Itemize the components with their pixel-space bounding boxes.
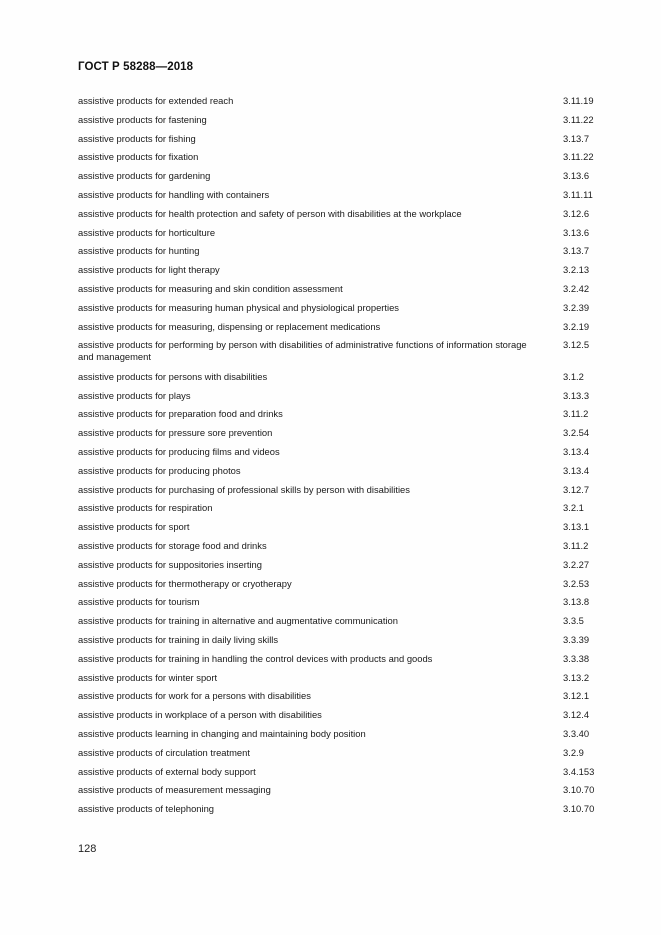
index-entry	[78, 264, 608, 283]
index-term: assistive products for performing by person with disabilities of administrative functions of information storage and management	[78, 339, 527, 363]
index-reference: 3.13.2	[563, 671, 590, 683]
index-term: assistive products for measuring human physical and physiological properties	[78, 301, 399, 313]
index-entry	[78, 408, 608, 427]
index-reference: 3.11.11	[563, 188, 593, 200]
index-reference: 3.1.2	[563, 370, 584, 382]
index-entry	[78, 339, 608, 371]
index-term: assistive products for plays	[78, 389, 191, 401]
index-entry	[78, 615, 608, 634]
index-entry	[78, 803, 608, 822]
index-entry	[78, 170, 608, 189]
index-term: assistive products for fastening	[78, 113, 207, 125]
index-entry	[78, 302, 608, 321]
index-entry	[78, 245, 608, 264]
index-reference: 3.3.5	[563, 615, 584, 627]
index-entry	[78, 672, 608, 691]
index-reference: 3.11.2	[563, 408, 589, 420]
index-reference: 3.12.1	[563, 690, 590, 702]
index-term: assistive products for suppositories inserting	[78, 558, 262, 570]
index-reference: 3.12.6	[563, 207, 590, 219]
index-term: assistive products for work for a persons with disabilities	[78, 690, 311, 702]
index-entry	[78, 540, 608, 559]
index-reference: 3.2.27	[563, 558, 590, 570]
index-list	[78, 95, 608, 822]
index-reference: 3.13.7	[563, 132, 590, 144]
index-term: assistive products for purchasing of professional skills by person with disabilities	[78, 483, 410, 495]
index-term: assistive products of telephoning	[78, 803, 215, 815]
index-entry	[78, 427, 608, 446]
index-reference: 3.2.1	[563, 502, 584, 514]
index-reference: 3.13.4	[563, 446, 590, 458]
index-entry	[78, 95, 608, 114]
index-term: assistive products for hunting	[78, 245, 200, 257]
index-reference: 3.13.1	[563, 521, 590, 533]
index-reference: 3.13.7	[563, 245, 590, 257]
index-entry	[78, 390, 608, 409]
index-term: assistive products for persons with disabilities	[78, 370, 268, 382]
index-entry	[78, 446, 608, 465]
index-reference: 3.2.19	[563, 320, 590, 332]
index-entry	[78, 484, 608, 503]
index-reference: 3.3.40	[563, 728, 590, 739]
index-reference: 3.12.4	[563, 709, 590, 721]
index-term: assistive products for extended reach	[78, 95, 234, 106]
index-entry	[78, 747, 608, 766]
index-term: assistive products for training in daily living skills	[78, 634, 279, 646]
index-entry	[78, 321, 608, 340]
index-term: assistive products of circulation treatment	[78, 746, 250, 758]
index-entry	[78, 559, 608, 578]
page-number: 128	[78, 843, 97, 855]
index-entry	[78, 728, 608, 747]
index-entry	[78, 634, 608, 653]
index-reference: 3.13.6	[563, 226, 590, 238]
index-entry	[78, 283, 608, 302]
index-reference: 3.12.5	[563, 339, 590, 351]
index-reference: 3.4.153	[563, 765, 595, 777]
index-term: assistive products for sport	[78, 521, 190, 533]
index-term: assistive products for pressure sore prevention	[78, 427, 273, 439]
index-reference: 3.2.39	[563, 301, 590, 313]
index-term: assistive products of measurement messaging	[78, 784, 271, 796]
index-reference: 3.10.70	[563, 784, 595, 796]
index-term: assistive products of external body support	[78, 765, 256, 777]
index-entry	[78, 766, 608, 785]
index-reference: 3.3.39	[563, 634, 590, 646]
index-term: assistive products for measuring and skin condition assessment	[78, 282, 343, 294]
index-term: assistive products for winter sport	[78, 671, 218, 683]
index-entry	[78, 114, 608, 133]
index-term: assistive products for gardening	[78, 170, 211, 182]
index-term: assistive products for light therapy	[78, 264, 220, 276]
index-reference: 3.3.38	[563, 652, 590, 664]
standard-header: ГОСТ Р 58288—2018	[78, 61, 194, 73]
index-entry	[78, 653, 608, 672]
index-reference: 3.2.42	[563, 282, 590, 294]
index-term: assistive products for training in alternative and augmentative communication	[78, 615, 398, 627]
index-term: assistive products for handling with containers	[78, 188, 270, 200]
index-entry	[78, 690, 608, 709]
index-term: assistive products for preparation food and drinks	[78, 408, 283, 420]
index-entry	[78, 151, 608, 170]
index-reference: 3.2.13	[563, 264, 590, 276]
index-reference: 3.13.6	[563, 170, 590, 182]
index-reference: 3.11.19	[563, 95, 594, 106]
index-reference: 3.2.54	[563, 427, 590, 439]
index-reference: 3.13.8	[563, 596, 590, 608]
index-term: assistive products for training in handling the control devices with products and goods	[78, 652, 433, 664]
index-reference: 3.2.9	[563, 746, 584, 758]
index-entry	[78, 189, 608, 208]
index-entry	[78, 371, 608, 390]
index-term: assistive products for horticulture	[78, 226, 216, 238]
index-entry	[78, 596, 608, 615]
index-term: assistive products for thermotherapy or cryotherapy	[78, 577, 292, 589]
index-reference: 3.10.70	[563, 803, 595, 815]
index-entry	[78, 521, 608, 540]
index-entry	[78, 784, 608, 803]
index-reference: 3.11.22	[563, 113, 594, 125]
index-reference: 3.13.3	[563, 389, 590, 401]
index-term: assistive products in workplace of a person with disabilities	[78, 709, 322, 721]
index-reference: 3.2.53	[563, 577, 590, 589]
index-entry	[78, 133, 608, 152]
index-term: assistive products for health protection and safety of person with disabilities at the workplace	[78, 207, 462, 219]
index-entry	[78, 465, 608, 484]
index-term: assistive products for fishing	[78, 132, 196, 144]
index-term: assistive products learning in changing and maintaining body position	[78, 728, 366, 739]
index-reference: 3.11.22	[563, 151, 594, 163]
index-entry	[78, 227, 608, 246]
index-term: assistive products for measuring, dispensing or replacement medications	[78, 320, 381, 332]
index-term: assistive products for tourism	[78, 596, 200, 608]
index-term: assistive products for producing films and videos	[78, 446, 280, 458]
index-entry	[78, 208, 608, 227]
index-reference: 3.12.7	[563, 483, 590, 495]
index-entry	[78, 578, 608, 597]
index-term: assistive products for storage food and drinks	[78, 540, 267, 552]
index-term: assistive products for respiration	[78, 502, 213, 514]
index-entry	[78, 502, 608, 521]
index-term: assistive products for producing photos	[78, 464, 241, 476]
index-reference: 3.13.4	[563, 464, 590, 476]
index-entry	[78, 709, 608, 728]
index-term: assistive products for fixation	[78, 151, 199, 163]
index-reference: 3.11.2	[563, 540, 589, 552]
